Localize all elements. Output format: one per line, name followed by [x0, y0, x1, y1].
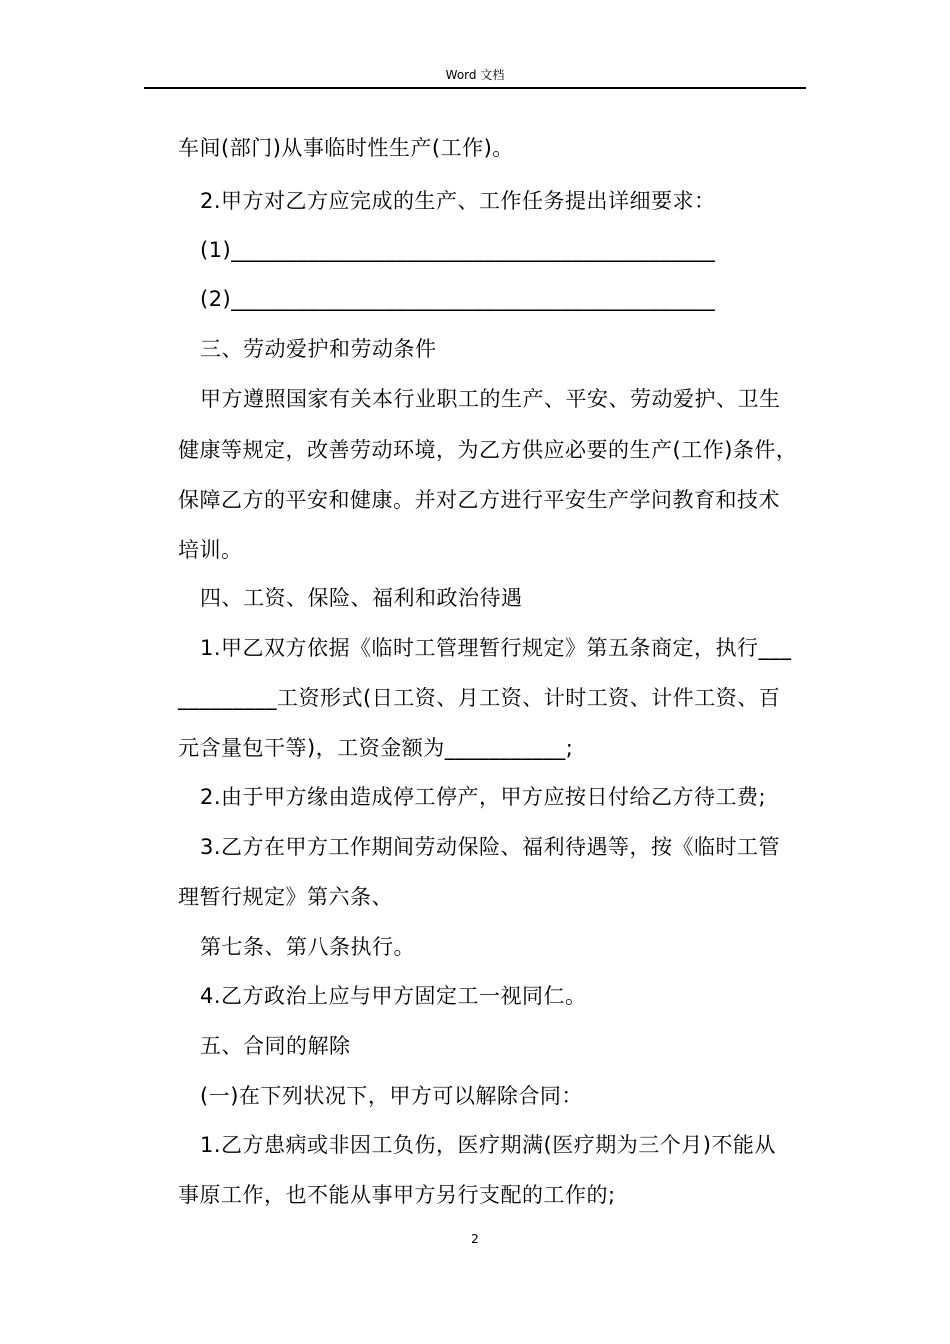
text-line: 甲方遵照国家有关本行业职工的生产、平安、劳动爱护、卫生 — [200, 387, 781, 411]
text-line: 培训。 — [178, 538, 243, 562]
text-line: 2.甲方对乙方应完成的生产、工作任务提出详细要求： — [200, 189, 716, 213]
section-heading: 四、工资、保险、福利和政治待遇 — [200, 586, 523, 610]
text-line: _________工资形式(日工资、月工资、计时工资、计件工资、百 — [178, 686, 781, 710]
section-heading: 五、合同的解除 — [200, 1034, 351, 1058]
text-line: 事原工作，也不能从事甲方另行支配的工作的; — [178, 1183, 616, 1207]
page-number: 2 — [471, 1232, 479, 1246]
text-line: 健康等规定，改善劳动环境，为乙方供应必要的生产(工作)条件， — [178, 438, 798, 462]
text-line: 3.乙方在甲方工作期间劳动保险、福利待遇等，按《临时工管 — [200, 835, 781, 859]
text-line: (一)在下列状况下，甲方可以解除合同： — [200, 1084, 583, 1108]
text-line: 1.甲乙双方依据《临时工管理暂行规定》第五条商定，执行___ — [200, 636, 792, 660]
text-line: 2.由于甲方缘由造成停工停产，甲方应按日付给乙方待工费; — [200, 785, 767, 809]
text-line: 保障乙方的平安和健康。并对乙方进行平安生产学问教育和技术 — [178, 488, 780, 512]
text-line: 1.乙方患病或非因工负伤，医疗期满(医疗期为三个月)不能从 — [200, 1133, 776, 1157]
text-line: 车间(部门)从事临时性生产(工作)。 — [178, 136, 514, 160]
text-line: 元含量包干等)，工资金额为___________; — [178, 736, 574, 760]
section-heading: 三、劳动爱护和劳动条件 — [200, 337, 437, 361]
fill-in-line: (2)____________________________________________ — [200, 287, 716, 311]
text-line: 4.乙方政治上应与甲方固定工一视同仁。 — [200, 984, 587, 1008]
header-divider — [144, 87, 806, 89]
text-line: 第七条、第八条执行。 — [200, 935, 415, 959]
text-line: 理暂行规定》第六条、 — [178, 885, 393, 909]
fill-in-line: (1)____________________________________________ — [200, 238, 716, 262]
page-header: Word 文档 — [445, 68, 505, 82]
